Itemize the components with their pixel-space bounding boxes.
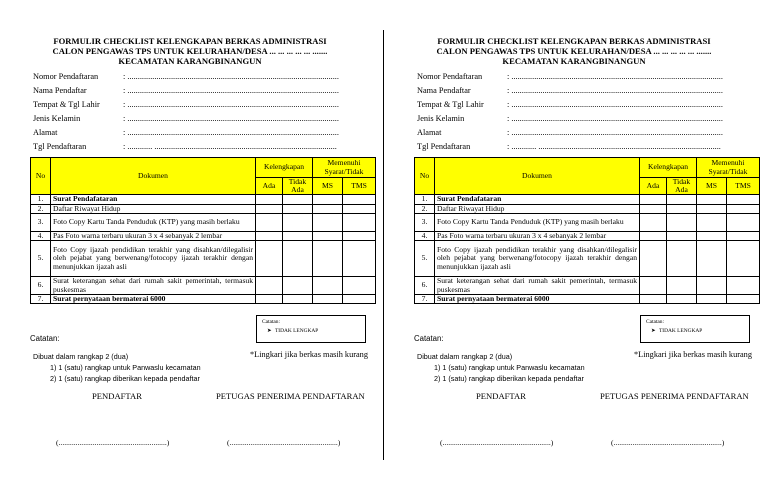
signature-line-pendaftar: (.........................................................) [440, 438, 554, 447]
field-tgl-pendaftaran [417, 141, 747, 153]
cell-tidak-ada[interactable] [283, 277, 313, 295]
petugas-label: PETUGAS PENERIMA PENDAFTARAN [600, 391, 749, 401]
form-title-line2: CALON PENGAWAS TPS UNTUK KELURAHAN/DESA ... ... ... ... ... ....... [436, 46, 712, 56]
row-document: Pas Foto warna terbaru ukuran 3 x 4 sebanyak 2 lembar [51, 231, 256, 240]
cell-ms[interactable] [313, 213, 343, 231]
catatan-box-title: Catatan: [646, 319, 664, 325]
table-row [31, 295, 376, 304]
field-label: Nama Pendaftar [417, 86, 471, 95]
arrow-bullet-icon: ➤ [267, 328, 272, 334]
rangkap-text: Dibuat dalam rangkap 2 (dua) [33, 352, 129, 361]
field-value: : ............ ........................................................................................ [123, 142, 337, 151]
field-jenis-kelamin [417, 113, 747, 125]
cell-tidak-ada[interactable] [283, 295, 313, 304]
col-header-ms: MS [313, 178, 343, 195]
catatan-box [640, 315, 750, 343]
cell-tidak-ada[interactable] [283, 195, 313, 204]
field-label: Nomor Pendaftaran [33, 72, 99, 81]
row-number: 2. [415, 204, 435, 213]
table-row [31, 213, 376, 231]
field-label: Nama Pendaftar [33, 86, 87, 95]
table-row [31, 231, 376, 240]
col-header-kelengkapan: Kelengkapan [256, 158, 313, 178]
cell-tms[interactable] [343, 277, 376, 295]
col-header-no: No [415, 158, 435, 195]
col-header-no: No [31, 158, 51, 195]
cell-tms[interactable] [727, 204, 760, 213]
catatan-box-item-text: TIDAK LENGKAP [659, 328, 703, 334]
cell-ms[interactable] [697, 241, 727, 277]
field-value: : ...................................................................................................... [507, 100, 723, 109]
cell-ada[interactable] [640, 195, 667, 204]
field-alamat [417, 127, 747, 139]
cell-ms[interactable] [313, 241, 343, 277]
lingkari-note: *Lingkari jika berkas masih kurang [634, 350, 752, 359]
catatan-box-item [651, 328, 703, 334]
cell-tms[interactable] [343, 295, 376, 304]
row-document: Foto Copy ijazah pendidikan terakhir yang disahkan/dilegalisir oleh pejabat yang berwenang/fotocopy ijazah terakhir dengan menunjukkan ijazah asli [435, 241, 640, 277]
cell-ada[interactable] [256, 204, 283, 213]
field-value: : ............ ........................................................................................ [507, 142, 721, 151]
cell-tidak-ada[interactable] [283, 213, 313, 231]
row-number: 1. [415, 195, 435, 204]
cell-tidak-ada[interactable] [283, 204, 313, 213]
row-document: Foto Copy Kartu Tanda Penduduk (KTP) yang masih berlaku [435, 213, 640, 231]
row-number: 6. [31, 277, 51, 295]
field-label: Tgl Pendaftaran [417, 142, 471, 151]
cell-ada[interactable] [256, 241, 283, 277]
cell-ada[interactable] [256, 213, 283, 231]
table-row [415, 295, 760, 304]
cell-tms[interactable] [343, 241, 376, 277]
row-document: Surat pernyataan bermaterai 6000 [435, 295, 640, 304]
col-header-dokumen: Dokumen [435, 158, 640, 195]
field-value: : ...................................................................................................... [123, 114, 339, 123]
arrow-bullet-icon: ➤ [651, 328, 656, 334]
rangkap-text: Dibuat dalam rangkap 2 (dua) [417, 352, 513, 361]
row-document: Surat Pendafataran [435, 195, 640, 204]
catatan-label: Catatan: [414, 334, 444, 343]
cell-tidak-ada[interactable] [667, 195, 697, 204]
cell-tidak-ada[interactable] [667, 231, 697, 240]
col-header-dokumen: Dokumen [51, 158, 256, 195]
cell-ada[interactable] [640, 213, 667, 231]
cell-tidak-ada[interactable] [667, 241, 697, 277]
signature-line-petugas: (.........................................................) [611, 438, 725, 447]
cell-ada[interactable] [256, 277, 283, 295]
col-header-ms: MS [697, 178, 727, 195]
table-row [415, 195, 760, 204]
table-row [31, 195, 376, 204]
cell-tms[interactable] [343, 231, 376, 240]
row-document: Surat keterangan sehat dari rumah sakit pemerintah, termasuk puskesmas [435, 277, 640, 295]
list-item: 2) 1 (satu) rangkap diberikan kepada pendaftar [434, 374, 584, 383]
form-title-line3: KECAMATAN KARANGBINANGUN [502, 56, 646, 66]
row-document: Surat keterangan sehat dari rumah sakit pemerintah, termasuk puskesmas [51, 277, 256, 295]
catatan-box-item-text: TIDAK LENGKAP [275, 328, 319, 334]
cell-ada[interactable] [640, 277, 667, 295]
cell-ms[interactable] [313, 277, 343, 295]
cell-ms[interactable] [697, 277, 727, 295]
cell-ada[interactable] [256, 231, 283, 240]
field-tempat-tgl-lahir [417, 99, 747, 111]
cell-tidak-ada[interactable] [667, 295, 697, 304]
catatan-box-title: Catatan: [262, 319, 280, 325]
field-jenis-kelamin [33, 113, 363, 125]
cell-ms[interactable] [697, 195, 727, 204]
row-document: Foto Copy ijazah pendidikan terakhir yang disahkan/dilegalisir oleh pejabat yang berwenang/fotocopy ijazah terakhir dengan menunjukkan ijazah asli [51, 241, 256, 277]
field-label: Tempat & Tgl Lahir [417, 100, 484, 109]
cell-ms[interactable] [313, 195, 343, 204]
cell-ada[interactable] [640, 241, 667, 277]
catatan-box-item [267, 328, 319, 334]
signature-line-petugas: (.........................................................) [227, 438, 341, 447]
field-label: Alamat [417, 128, 442, 137]
petugas-label: PETUGAS PENERIMA PENDAFTARAN [216, 391, 365, 401]
cell-ada[interactable] [256, 195, 283, 204]
field-label: Jenis Kelamin [417, 114, 465, 123]
form-title-line2: CALON PENGAWAS TPS UNTUK KELURAHAN/DESA ... ... ... ... ... ....... [52, 46, 328, 56]
field-nomor-pendaftaran [417, 71, 747, 83]
row-document: Surat pernyataan bermaterai 6000 [51, 295, 256, 304]
cell-ada[interactable] [256, 295, 283, 304]
row-number: 3. [31, 213, 51, 231]
field-alamat [33, 127, 363, 139]
field-tgl-pendaftaran [33, 141, 363, 153]
cell-ada[interactable] [640, 204, 667, 213]
field-value: : ...................................................................................................... [507, 72, 723, 81]
table-row [415, 241, 760, 277]
cell-tidak-ada[interactable] [667, 213, 697, 231]
signature-line-pendaftar: (.........................................................) [56, 438, 170, 447]
checklist-table [414, 157, 760, 304]
cell-tms[interactable] [727, 231, 760, 240]
col-header-tidak-ada: Tidak Ada [283, 178, 313, 195]
cell-ms[interactable] [697, 204, 727, 213]
cell-tidak-ada[interactable] [283, 241, 313, 277]
field-nomor-pendaftaran [33, 71, 363, 83]
field-nama-pendaftar [417, 85, 747, 97]
col-header-tms: TMS [343, 178, 376, 195]
field-label: Alamat [33, 128, 58, 137]
cell-tidak-ada[interactable] [667, 277, 697, 295]
col-header-tms: TMS [727, 178, 760, 195]
field-label: Jenis Kelamin [33, 114, 81, 123]
cell-ms[interactable] [697, 231, 727, 240]
form-title-line3: KECAMATAN KARANGBINANGUN [118, 56, 262, 66]
row-document: Foto Copy Kartu Tanda Penduduk (KTP) yang masih berlaku [51, 213, 256, 231]
cell-tms[interactable] [343, 195, 376, 204]
cell-ms[interactable] [697, 295, 727, 304]
cell-tms[interactable] [343, 204, 376, 213]
field-value: : ...................................................................................................... [123, 86, 339, 95]
field-value: : ...................................................................................................... [507, 128, 723, 137]
row-number: 4. [415, 231, 435, 240]
cell-tms[interactable] [727, 277, 760, 295]
field-label: Nomor Pendaftaran [417, 72, 483, 81]
field-nama-pendaftar [33, 85, 363, 97]
row-number: 1. [31, 195, 51, 204]
cell-tms[interactable] [727, 213, 760, 231]
field-value: : ...................................................................................................... [123, 100, 339, 109]
col-header-memenuhi: Memenuhi Syarat/Tidak [697, 158, 760, 178]
row-number: 4. [31, 231, 51, 240]
field-value: : ...................................................................................................... [507, 86, 723, 95]
table-row [31, 241, 376, 277]
catatan-label: Catatan: [30, 334, 60, 343]
cell-tidak-ada[interactable] [667, 204, 697, 213]
form-title-line1: FORMULIR CHECKLIST KELENGKAPAN BERKAS ADMINISTRASI [53, 36, 327, 46]
col-header-ada: Ada [640, 178, 667, 195]
col-header-tidak-ada: Tidak Ada [667, 178, 697, 195]
cell-tms[interactable] [727, 241, 760, 277]
catatan-box [256, 315, 366, 343]
table-row [415, 204, 760, 213]
row-document: Pas Foto warna terbaru ukuran 3 x 4 sebanyak 2 lembar [435, 231, 640, 240]
row-number: 5. [31, 241, 51, 277]
row-number: 6. [415, 277, 435, 295]
form-copy-right [384, 0, 768, 501]
pendaftar-label: PENDAFTAR [92, 391, 142, 401]
cell-tms[interactable] [727, 295, 760, 304]
table-row [415, 231, 760, 240]
row-number: 5. [415, 241, 435, 277]
col-header-ada: Ada [256, 178, 283, 195]
cell-tidak-ada[interactable] [283, 231, 313, 240]
row-number: 2. [31, 204, 51, 213]
row-number: 3. [415, 213, 435, 231]
cell-ms[interactable] [697, 213, 727, 231]
list-item: 2) 1 (satu) rangkap diberikan kepada pendaftar [50, 374, 200, 383]
field-label: Tgl Pendaftaran [33, 142, 87, 151]
row-document: Surat Pendafataran [51, 195, 256, 204]
list-item: 1) 1 (satu) rangkap untuk Panwaslu kecamatan [434, 363, 585, 372]
table-row [31, 277, 376, 295]
table-row [415, 277, 760, 295]
cell-ms[interactable] [313, 231, 343, 240]
col-header-memenuhi: Memenuhi Syarat/Tidak [313, 158, 376, 178]
row-document: Daftar Riwayat Hidup [51, 204, 256, 213]
field-value: : ...................................................................................................... [123, 72, 339, 81]
field-label: Tempat & Tgl Lahir [33, 100, 100, 109]
form-title-line1: FORMULIR CHECKLIST KELENGKAPAN BERKAS ADMINISTRASI [437, 36, 711, 46]
list-item: 1) 1 (satu) rangkap untuk Panwaslu kecamatan [50, 363, 201, 372]
cell-ms[interactable] [313, 295, 343, 304]
cell-ms[interactable] [313, 204, 343, 213]
row-number: 7. [31, 295, 51, 304]
table-row [31, 204, 376, 213]
pendaftar-label: PENDAFTAR [476, 391, 526, 401]
cell-tms[interactable] [343, 213, 376, 231]
row-document: Daftar Riwayat Hidup [435, 204, 640, 213]
checklist-table [30, 157, 376, 304]
cell-ada[interactable] [640, 295, 667, 304]
row-number: 7. [415, 295, 435, 304]
cell-tms[interactable] [727, 195, 760, 204]
col-header-kelengkapan: Kelengkapan [640, 158, 697, 178]
field-tempat-tgl-lahir [33, 99, 363, 111]
cell-ada[interactable] [640, 231, 667, 240]
table-row [415, 213, 760, 231]
lingkari-note: *Lingkari jika berkas masih kurang [250, 350, 368, 359]
field-value: : ...................................................................................................... [123, 128, 339, 137]
field-value: : ...................................................................................................... [507, 114, 723, 123]
